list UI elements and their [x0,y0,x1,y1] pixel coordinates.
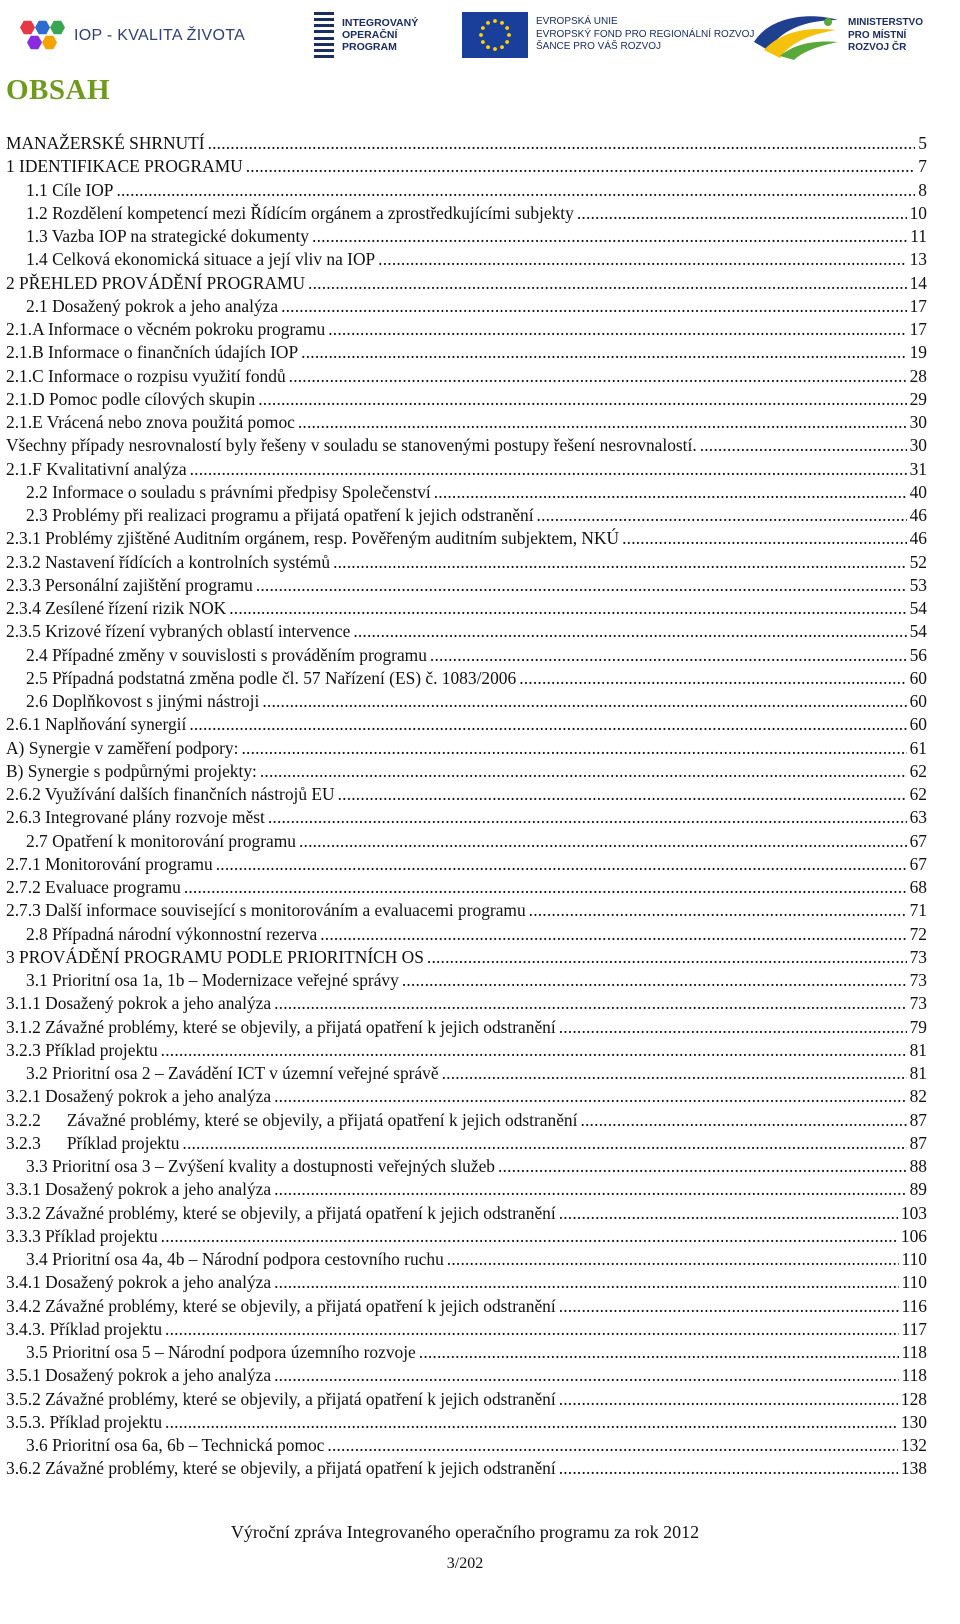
toc-entry-page: 118 [901,1342,927,1362]
toc-entry[interactable] [6,1085,927,1108]
toc-dot-leader [430,644,907,667]
toc-entry-page: 46 [909,505,927,525]
toc-entry-page: 110 [901,1249,927,1269]
toc-entry-label: 2.6.2 Využívání dalších finančních nástrojů EU [6,784,335,804]
toc-entry-page: 60 [909,714,927,735]
toc-entry-label: 3.3 Prioritní osa 3 – Zvýšení kvality a dostupnosti veřejných služeb [26,1156,495,1176]
toc-dot-leader [258,388,906,411]
page-title: OBSAH [6,74,111,106]
toc-entry[interactable] [6,1202,927,1225]
toc-dot-leader [338,783,907,806]
toc-dot-leader [281,295,907,318]
toc-entry[interactable] [6,1109,927,1132]
toc-entry-label: 2.1.B Informace o finančních údajích IOP [6,342,299,363]
toc-entry-page: 118 [901,1365,927,1386]
toc-dot-leader [327,1434,898,1457]
toc-dot-leader [378,248,906,271]
toc-entry[interactable] [6,737,927,760]
toc-entry-page: 46 [909,528,927,549]
toc-entry-label: 2.7.2 Evaluace programu [6,877,181,897]
toc-entry[interactable] [6,318,927,341]
toc-entry-label: MANAŽERSKÉ SHRNUTÍ [6,133,205,153]
toc-entry-label: 2.8 Případná národní výkonnostní rezerva [26,923,318,944]
toc-entry-page: 88 [909,1156,927,1176]
toc-entry-page: 132 [900,1435,927,1455]
toc-entry-page: 53 [909,574,927,595]
toc-entry-page: 62 [909,784,927,804]
toc-entry[interactable] [6,1388,927,1411]
toc-dot-leader [184,876,907,899]
toc-entry-label: 3.5 Prioritní osa 5 – Národní podpora územního rozvoje [26,1342,416,1362]
toc-entry-label: 3.3.3 Příklad projektu [6,1225,158,1246]
toc-entry[interactable] [6,1225,927,1248]
toc-entry[interactable] [6,690,927,713]
toc-entry[interactable] [6,1434,927,1457]
toc-entry-page: 63 [909,807,927,828]
toc-entry[interactable] [6,1411,927,1434]
eu-logo [462,12,754,58]
toc-entry-label: 2 PŘEHLED PROVÁDĚNÍ PROGRAMU [6,272,306,293]
toc-entry[interactable] [6,620,927,643]
toc-entry-label: 2.6.1 Naplňování synergií [6,714,187,735]
toc-entry-label: A) Synergie v zaměření podpory: [6,737,239,758]
integ-logo-line-2: OPERAČNÍ [342,29,398,41]
toc-entry-label: 3.5.2 Závažné problémy, které se objevily, a přijatá opatření k jejich odstranění [6,1388,556,1409]
toc-entry-page: 54 [909,621,927,642]
toc-dot-leader [580,1109,906,1132]
toc-dot-leader [229,597,906,620]
toc-entry[interactable] [6,1271,927,1294]
toc-dot-leader [274,1085,906,1108]
toc-entry-label: 3.4 Prioritní osa 4a, 4b – Národní podpora cestovního ruchu [26,1249,444,1269]
hexagon-cluster-icon [20,18,68,54]
toc-entry-label: 3.1 Prioritní osa 1a, 1b – Modernizace veřejné správy [26,970,399,990]
toc-entry-label: 3.5.3. Příklad projektu [6,1411,163,1432]
toc-entry-page: 103 [900,1202,927,1223]
toc-entry[interactable] [6,713,927,736]
toc-dot-leader [216,853,907,876]
toc-entry-page: 31 [909,458,927,479]
toc-entry-label: 2.1.D Pomoc podle cílových skupin [6,388,256,409]
toc-dot-leader [274,1271,898,1294]
toc-entry[interactable] [6,155,927,178]
toc-entry-page: 11 [910,226,927,246]
toc-entry-label: 3.6.2 Závažné problémy, které se objevily, a přijatá opatření k jejich odstranění [6,1458,556,1479]
toc-entry-page: 60 [909,691,927,711]
toc-entry-label: 3.2.3 Příklad projektu [6,1132,180,1153]
toc-dot-leader [434,481,907,504]
eu-logo-line-2: EVROPSKÝ FOND PRO REGIONÁLNÍ ROZVOJ [536,28,755,40]
toc-dot-leader [559,1457,898,1480]
toc-entry-page: 82 [909,1086,927,1107]
toc-entry[interactable] [6,202,927,225]
toc-entry[interactable] [6,1178,927,1201]
toc-dot-leader [333,551,907,574]
toc-dot-leader [559,1016,907,1039]
toc-entry[interactable] [6,1039,927,1062]
toc-entry[interactable] [6,1364,927,1387]
toc-entry-page: 17 [909,319,927,339]
toc-entry[interactable] [6,272,927,295]
toc-dot-leader [402,969,907,992]
toc-entry-label: 3.1.1 Dosažený pokrok a jeho analýza [6,993,272,1014]
toc-dot-leader [274,1178,906,1201]
toc-entry-page: 30 [909,435,927,456]
toc-entry-label: 3.4.1 Dosažený pokrok a jeho analýza [6,1272,272,1293]
toc-entry-page: 61 [909,737,927,758]
toc-dot-leader [116,179,915,202]
toc-entry-page: 73 [909,946,927,967]
eu-flag-icon [462,12,528,58]
toc-entry[interactable] [6,504,927,527]
toc-dot-leader [256,574,907,597]
mmr-logo-line-1: MINISTERSTVO [848,17,924,29]
toc-entry[interactable] [6,644,927,667]
toc-dot-leader [268,806,907,829]
toc-entry-label: 1.1 Cíle IOP [26,179,114,200]
toc-entry[interactable] [6,969,927,992]
toc-dot-leader [190,458,907,481]
iop-logo-text: IOP - KVALITA ŽIVOTA [74,27,246,44]
toc-dot-leader [559,1295,899,1318]
toc-dot-leader [161,1225,898,1248]
toc-entry[interactable] [6,365,927,388]
toc-entry-page: 106 [900,1225,927,1246]
toc-dot-leader [498,1155,907,1178]
toc-entry-label: 2.5 Případná podstatná změna podle čl. 57 Nařízení (ES) č. 1083/2006 [26,667,517,688]
toc-dot-leader [161,1039,907,1062]
toc-entry-page: 67 [909,830,927,851]
toc-entry-label: 1 IDENTIFIKACE PROGRAMU [6,156,243,177]
toc-entry-page: 28 [909,365,927,386]
toc-dot-leader [447,1248,899,1271]
mmr-logo-line-2: PRO MÍSTNÍ [848,29,907,41]
toc-entry-page: 72 [909,923,927,944]
toc-entry-label: 2.3.3 Personální zajištění programu [6,574,253,595]
toc-entry[interactable] [6,760,927,783]
toc-entry-page: 29 [909,388,927,409]
toc-entry-page: 116 [901,1295,927,1316]
toc-entry[interactable] [6,1155,927,1178]
toc-dot-leader [622,527,907,550]
toc-entry-page: 67 [909,853,927,874]
toc-entry-label: 3 PROVÁDĚNÍ PROGRAMU PODLE PRIORITNÍCH OS [6,946,424,967]
toc-dot-leader [537,504,907,527]
toc-entry-label: B) Synergie s podpůrnými projekty: [6,760,257,781]
mmr-logo-line-3: ROZVOJ ČR [848,42,907,54]
toc-entry-page: 68 [909,877,927,897]
toc-dot-leader [189,713,906,736]
toc-entry[interactable] [6,1341,927,1364]
toc-entry-label: 1.4 Celková ekonomická situace a její vliv na IOP [26,249,376,270]
toc-entry-page: 89 [909,1179,927,1200]
toc-entry-label: 1.2 Rozdělení kompetencí mezi Řídícím orgánem a zprostředkujícími subjekty [26,202,574,223]
toc-dot-leader [320,923,906,946]
toc-entry[interactable] [6,830,927,853]
toc-dot-leader [419,1341,899,1364]
toc-dot-leader [529,899,907,922]
toc-dot-leader [274,1364,898,1387]
toc-entry[interactable] [6,225,927,248]
toc-entry-page: 87 [909,1109,927,1130]
toc-entry[interactable] [6,1248,927,1271]
toc-entry[interactable] [6,946,927,969]
toc-dot-leader [312,225,907,248]
toc-entry[interactable] [6,1016,927,1039]
toc-dot-leader [274,992,906,1015]
toc-entry-label: 3.2.1 Dosažený pokrok a jeho analýza [6,1086,272,1107]
toc-entry[interactable] [6,853,927,876]
toc-entry-label: 3.3.2 Závažné problémy, které se objevily, a přijatá opatření k jejich odstranění [6,1202,556,1223]
toc-entry-page: 71 [909,900,927,921]
toc-entry[interactable] [6,551,927,574]
mmr-swoosh-icon [750,10,842,62]
toc-entry[interactable] [6,1132,927,1155]
toc-entry-label: 3.2.3 Příklad projektu [6,1039,158,1060]
toc-entry-page: 14 [909,272,927,293]
toc-entry-page: 79 [909,1016,927,1037]
toc-entry-page: 117 [901,1318,927,1339]
toc-dot-leader [577,202,907,225]
toc-entry-label: Všechny případy nesrovnalostí byly řešeny v souladu se stanovenými postupy řešení nesrovnalostí. [6,435,697,456]
toc-dot-leader [427,946,907,969]
toc-entry[interactable] [6,481,927,504]
toc-entry-label: 2.3.5 Krizové řízení vybraných oblastí intervence [6,621,351,642]
toc-dot-leader [165,1411,898,1434]
footer-title: Výroční zpráva Integrovaného operačního programu za rok 2012 [230,1522,700,1542]
toc-entry-page: 10 [909,202,927,223]
toc-entry[interactable] [6,876,927,899]
toc-entry-page: 138 [900,1458,927,1479]
toc-dot-leader [289,365,907,388]
toc-entry[interactable] [6,667,927,690]
toc-entry[interactable] [6,923,927,946]
toc-entry-label: 2.3.4 Zesílené řízení rizik NOK [6,598,227,618]
toc-dot-leader [519,667,906,690]
toc-entry[interactable] [6,574,927,597]
toc-entry-label: 3.6 Prioritní osa 6a, 6b – Technická pomoc [26,1435,325,1455]
toc-entry-label: 2.7 Opatření k monitorování programu [26,830,296,851]
toc-dot-leader [308,272,907,295]
toc-dot-leader [298,411,907,434]
toc-entry[interactable] [6,1295,927,1318]
toc-entry[interactable] [6,806,927,829]
toc-dot-leader [165,1318,899,1341]
toc-entry[interactable] [6,992,927,1015]
toc-entry[interactable] [6,1318,927,1341]
toc-dot-leader [559,1202,898,1225]
toc-entry-label: 3.4.3. Příklad projektu [6,1318,163,1339]
toc-entry-page: 128 [900,1388,927,1409]
toc-entry-label: 2.7.1 Monitorování programu [6,853,213,874]
toc-entry[interactable] [6,458,927,481]
toc-entry-label: 3.1.2 Závažné problémy, které se objevily, a přijatá opatření k jejich odstranění [6,1016,556,1037]
toc-entry-label: 3.4.2 Závažné problémy, které se objevily, a přijatá opatření k jejich odstranění [6,1295,556,1316]
toc-entry[interactable] [6,179,927,202]
toc-entry-label: 3.2 Prioritní osa 2 – Zavádění ICT v územní veřejné správě [26,1063,439,1083]
toc-entry-label: 3.3.1 Dosažený pokrok a jeho analýza [6,1179,272,1200]
toc-entry[interactable] [6,597,927,620]
toc-entry[interactable] [6,1457,927,1480]
toc-entry-page: 40 [909,481,927,502]
toc-entry-page: 56 [909,644,927,665]
toc-entry[interactable] [6,1062,927,1085]
toc-entry-label: 2.1.A Informace o věcném pokroku programu [6,319,326,339]
toc-dot-leader [299,830,907,853]
toc-entry-page: 110 [901,1272,927,1293]
toc-entry-page: 73 [909,993,927,1014]
toc-entry-page: 5 [918,133,927,153]
toc-entry[interactable] [6,248,927,271]
toc-entry-label: 2.1.E Vrácená nebo znova použitá pomoc [6,412,295,432]
toc-entry[interactable] [6,295,927,318]
toc-entry-page: 87 [909,1132,927,1153]
toc-entry-page: 73 [909,970,927,990]
toc-dot-leader [700,434,907,457]
toc-entry[interactable] [6,341,927,364]
toc-entry-label: 3.2.2 Závažné problémy, které se objevily, a přijatá opatření k jejich odstranění [6,1109,578,1130]
toc-dot-leader [246,155,916,178]
toc-entry-page: 52 [909,551,927,572]
integ-logo-line-1: INTEGROVANÝ [342,17,419,29]
toc-entry-label: 3.5.1 Dosažený pokrok a jeho analýza [6,1365,272,1386]
toc-entry[interactable] [6,434,927,457]
toc-entry-page: 81 [909,1039,927,1060]
toc-entry[interactable] [6,527,927,550]
toc-dot-leader [182,1132,906,1155]
toc-entry-page: 130 [900,1411,927,1432]
iop-logo [20,18,245,54]
toc-dot-leader [241,737,906,760]
toc-entry-page: 81 [909,1063,927,1083]
toc-entry-page: 30 [909,412,927,432]
toc-entry-label: 2.3.2 Nastavení řídících a kontrolních systémů [6,551,331,572]
eu-logo-line-3: ŠANCE PRO VÁŠ ROZVOJ [536,41,662,53]
toc-entry-label: 2.7.3 Další informace související s monitorováním a evaluacemi programu [6,900,526,921]
mmr-logo [750,10,923,62]
toc-dot-leader [260,760,907,783]
toc-dot-leader [208,132,916,155]
toc-entry-label: 2.3.1 Problémy zjištěné Auditním orgánem, resp. Pověřeným auditním subjektem, NKÚ [6,528,620,549]
toc-entry-page: 7 [918,156,927,177]
toc-entry-label: 2.2 Informace o souladu s právními předpisy Společenství [26,481,431,502]
toc-entry-page: 17 [909,295,927,316]
toc-entry-label: 2.1.F Kvalitativní analýza [6,458,187,479]
stripes-icon [314,12,334,58]
integrovany-program-logo [314,12,418,58]
toc-entry-label: 2.1.C Informace o rozpisu využití fondů [6,365,286,386]
page-header [0,0,960,78]
toc-dot-leader [262,690,906,713]
toc-dot-leader [301,341,906,364]
toc-dot-leader [559,1388,898,1411]
toc-entry-label: 2.1 Dosažený pokrok a jeho analýza [26,295,279,316]
toc-entry-page: 60 [909,667,927,688]
toc-entry-label: 2.4 Případné změny v souvislosti s prováděním programu [26,644,427,665]
integ-logo-line-3: PROGRAM [342,41,397,53]
toc-entry[interactable] [6,899,927,922]
toc-dot-leader [353,620,906,643]
toc-entry-label: 2.6.3 Integrované plány rozvoje měst [6,807,265,828]
toc-entry[interactable] [6,388,927,411]
footer-page-number: 3/202 [446,1555,484,1572]
toc-entry[interactable] [6,411,927,434]
toc-entry[interactable] [6,783,927,806]
toc-entry-label: 2.3 Problémy při realizaci programu a přijatá opatření k jejich odstranění [26,505,534,525]
toc-entry-label: 1.3 Vazba IOP na strategické dokumenty [26,226,310,246]
toc-entry-page: 62 [909,760,927,781]
toc-dot-leader [328,318,906,341]
toc-entry-page: 13 [909,249,927,270]
toc-entry-page: 8 [918,179,927,200]
toc-entry-page: 54 [909,598,927,618]
table-of-contents [6,132,927,1481]
toc-entry-page: 19 [909,342,927,363]
toc-dot-leader [442,1062,907,1085]
eu-logo-line-1: EVROPSKÁ UNIE [536,16,618,28]
toc-entry-label: 2.6 Doplňkovost s jinými nástroji [26,691,260,711]
toc-entry[interactable] [6,132,927,155]
